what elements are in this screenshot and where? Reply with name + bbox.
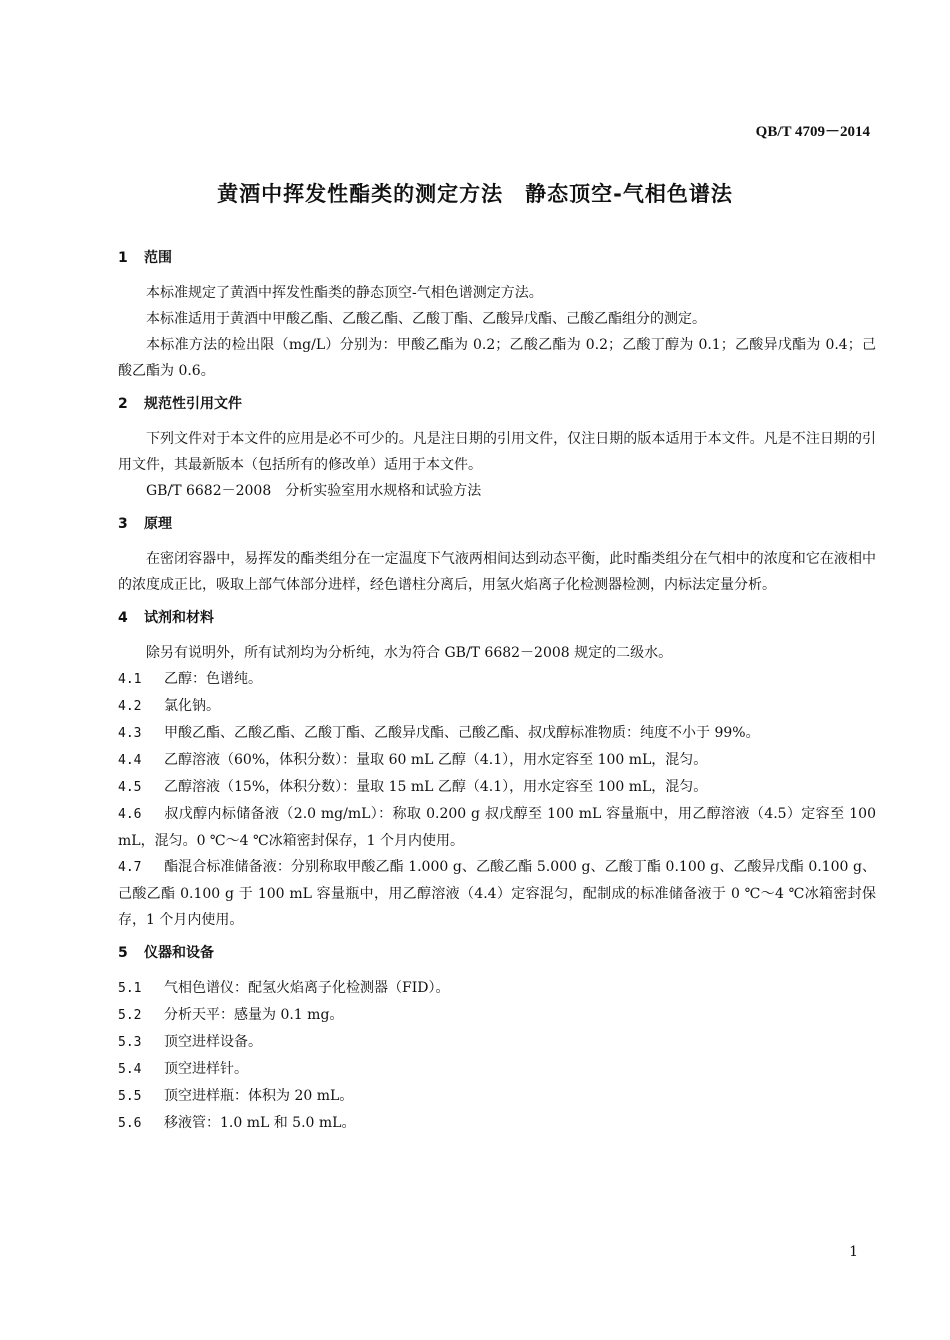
section-title: 规范性引用文件 bbox=[144, 396, 242, 412]
item-text: 分析天平：感量为 0.1 mg。 bbox=[164, 1007, 344, 1023]
standard-number: QB/T 4709－2014 bbox=[755, 124, 870, 140]
section-heading-apparatus bbox=[118, 943, 876, 963]
item-number: 5.1 bbox=[118, 981, 142, 996]
section-heading-scope bbox=[118, 248, 876, 268]
paragraph: 下列文件对于本文件的应用是必不可少的。凡是注日期的引用文件，仅注日期的版本适用于本文件。凡是不注日期的引用文件，其最新版本（包括所有的修改单）适用于本文件。 bbox=[118, 431, 876, 473]
paragraph: 除另有说明外，所有试剂均为分析纯，水为符合 GB/T 6682－2008 规定的二级水。 bbox=[146, 645, 673, 661]
item-number: 4.2 bbox=[118, 699, 142, 714]
paragraph: 在密闭容器中，易挥发的酯类组分在一定温度下气液两相间达到动态平衡，此时酯类组分在气相中的浓度和它在液相中的浓度成正比，吸取上部气体部分进样，经色谱柱分离后，用氢火焰离子化检测器检测，内标法定量分析。 bbox=[118, 551, 876, 593]
paragraph: 本标准适用于黄酒中甲酸乙酯、乙酸乙酯、乙酸丁酯、乙酸异戊酯、己酸乙酯组分的测定。 bbox=[146, 311, 706, 327]
item-text: 顶空进样设备。 bbox=[164, 1034, 262, 1050]
list-item bbox=[118, 774, 876, 801]
item-number: 4.5 bbox=[118, 780, 142, 795]
item-number: 5.3 bbox=[118, 1035, 142, 1050]
list-item bbox=[118, 854, 876, 933]
item-text: 乙醇：色谱纯。 bbox=[164, 671, 262, 687]
item-number: 5.2 bbox=[118, 1008, 142, 1023]
list-item bbox=[118, 975, 876, 1002]
section-heading-reagents bbox=[118, 608, 876, 628]
section-number: 1 bbox=[118, 250, 128, 266]
document-title: 黄酒中挥发性酯类的测定方法 静态顶空-气相色谱法 bbox=[217, 182, 733, 206]
section-title: 试剂和材料 bbox=[144, 610, 214, 626]
paragraph: 本标准规定了黄酒中挥发性酯类的静态顶空-气相色谱测定方法。 bbox=[146, 285, 543, 301]
list-item bbox=[118, 720, 876, 747]
section-number: 5 bbox=[118, 945, 128, 961]
section-number: 3 bbox=[118, 516, 128, 532]
section-title: 仪器和设备 bbox=[144, 945, 214, 961]
document-body bbox=[118, 248, 876, 1137]
item-number: 4.7 bbox=[118, 860, 142, 875]
page-number: 1 bbox=[849, 1244, 858, 1260]
item-number: 5.6 bbox=[118, 1116, 142, 1131]
section-title: 范围 bbox=[144, 250, 172, 266]
list-item bbox=[118, 666, 876, 693]
section-title: 原理 bbox=[144, 516, 172, 532]
item-number: 4.4 bbox=[118, 753, 142, 768]
item-text: 移液管：1.0 mL 和 5.0 mL。 bbox=[164, 1115, 356, 1131]
item-text: 甲酸乙酯、乙酸乙酯、乙酸丁酯、乙酸异戊酯、己酸乙酯、叔戊醇标准物质：纯度不小于 99%。 bbox=[164, 725, 760, 741]
item-number: 4.1 bbox=[118, 672, 142, 687]
list-item bbox=[118, 801, 876, 854]
list-item bbox=[118, 1110, 876, 1137]
list-item bbox=[118, 1083, 876, 1110]
reference-entry: GB/T 6682－2008 分析实验室用水规格和试验方法 bbox=[146, 483, 482, 499]
item-text: 乙醇溶液（60%，体积分数）：量取 60 mL 乙醇（4.1），用水定容至 100 mL，混匀。 bbox=[164, 752, 708, 768]
list-item bbox=[118, 1056, 876, 1083]
section-heading-principle bbox=[118, 514, 876, 534]
list-item bbox=[118, 1002, 876, 1029]
item-number: 4.3 bbox=[118, 726, 142, 741]
item-number: 5.4 bbox=[118, 1062, 142, 1077]
item-text: 氯化钠。 bbox=[164, 698, 220, 714]
item-number: 5.5 bbox=[118, 1089, 142, 1104]
list-item bbox=[118, 1029, 876, 1056]
item-number: 4.6 bbox=[118, 807, 142, 822]
section-heading-normative-references bbox=[118, 394, 876, 414]
list-item bbox=[118, 747, 876, 774]
paragraph: 本标准方法的检出限（mg/L）分别为：甲酸乙酯为 0.2；乙酸乙酯为 0.2；乙酸丁醇为 0.1；乙酸异戊酯为 0.4；己酸乙酯为 0.6。 bbox=[118, 337, 876, 379]
item-text: 乙醇溶液（15%，体积分数）：量取 15 mL 乙醇（4.1），用水定容至 100 mL，混匀。 bbox=[164, 779, 708, 795]
section-number: 2 bbox=[118, 396, 128, 412]
item-text: 酯混合标准储备液：分别称取甲酸乙酯 1.000 g、乙酸乙酯 5.000 g、乙酸丁酯 0.100 g、乙酸异戊酯 0.100 g、己酸乙酯 0.100 g 于 100 mL 容量瓶中，用乙醇溶液（4.4）定容混匀，配制成的标准储备液于 0 ℃～4 ℃冰箱密封保存，1 个月内使用。 bbox=[118, 859, 876, 928]
item-text: 叔戊醇内标储备液（2.0 mg/mL）：称取 0.200 g 叔戊醇至 100 mL 容量瓶中，用乙醇溶液（4.5）定容至 100 mL，混匀。0 ℃～4 ℃冰箱密封保存，1 个月内使用。 bbox=[118, 806, 876, 849]
item-text: 顶空进样瓶：体积为 20 mL。 bbox=[164, 1088, 354, 1104]
item-text: 气相色谱仪：配氢火焰离子化检测器（FID）。 bbox=[164, 980, 450, 996]
item-text: 顶空进样针。 bbox=[164, 1061, 248, 1077]
section-number: 4 bbox=[118, 610, 128, 626]
list-item bbox=[118, 693, 876, 720]
